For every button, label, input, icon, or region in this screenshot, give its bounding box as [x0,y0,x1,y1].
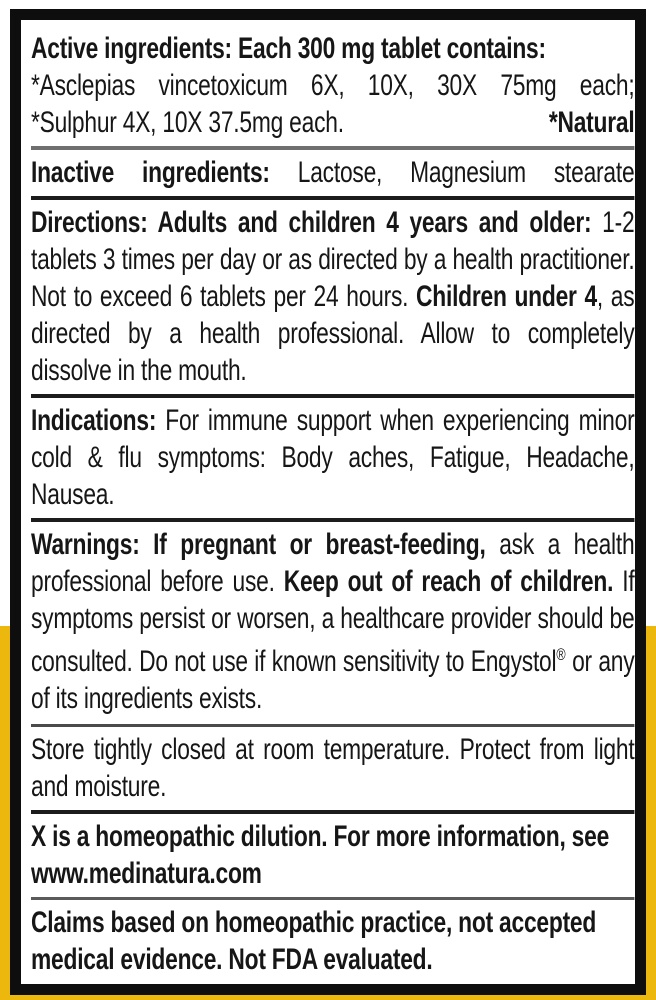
indications-paragraph [31,402,634,513]
section-storage [31,731,634,805]
section-divider [31,724,634,727]
label-content [31,30,634,978]
warnings-keep-out-of-reach: Keep out of reach of children. [283,565,614,598]
active-ingredients-line1: *Asclepias vincetoxicum 6X, 10X, 30X 75mg each; [31,69,635,102]
indications-heading: Indications: [31,404,157,437]
drug-facts-label [10,9,646,995]
section-active-ingredients [31,30,634,141]
section-divider [31,146,634,150]
directions-heading: Directions: Adults and children 4 years and older: [31,206,592,239]
indications-body: For immune support when experiencing minor cold & flu symptoms: Body aches, Fatigue, Headache, Nausea. [31,404,635,511]
active-ingredients-line2 [31,104,634,141]
warnings-paragraph [31,526,634,717]
section-divider [31,518,634,522]
section-warnings [31,526,634,717]
section-directions [31,204,634,389]
registered-trademark-symbol: ® [556,646,566,664]
section-inactive-ingredients [31,154,634,191]
disclaimer-paragraph: Claims based on homeopathic practice, not accepted medical evidence. Not FDA evaluated. [31,906,597,976]
storage-paragraph: Store tightly closed at room temperature. Protect from light and moisture. [31,733,635,803]
section-disclaimer [31,904,634,978]
active-ingredients-heading: Active ingredients: Each 300 mg tablet contains: [31,32,546,65]
directions-children-under-4: Children under 4 [416,280,597,313]
warnings-body3: or any of its ingredients exists. [31,645,635,715]
homeopathic-note-paragraph: X is a homeopathic dilution. For more information, see www.medinatura.com [31,820,610,890]
inactive-ingredients-body: Lactose, Magnesium stearate [297,156,635,189]
directions-body2: , as directed by a health professional. Allow to completely dissolve in the mouth. [31,280,635,387]
inactive-ingredients-heading: Inactive ingredients: [31,156,270,189]
section-divider [31,897,634,900]
section-divider [31,196,634,200]
sulphur-text: *Sulphur 4X, 10X 37.5mg each. [31,106,344,139]
section-divider [31,394,634,398]
warnings-heading: Warnings: If pregnant or breast-feeding, [31,528,486,561]
section-indications [31,402,634,513]
warnings-body1: ask a health professional before use. [31,528,635,598]
section-divider [31,810,634,814]
directions-paragraph [31,204,634,389]
directions-body1: 1-2 tablets 3 times per day or as directed by a health practitioner. Not to exceed 6 tablets per 24 hours. [31,206,635,313]
inactive-ingredients-line [31,154,634,191]
warnings-body2: If symptoms persist or worsen, a healthcare provider should be consulted. Do not use if known sensitivity to Engystol [31,565,635,678]
natural-note: *Natural [548,106,635,139]
section-homeopathic-note [31,818,634,892]
